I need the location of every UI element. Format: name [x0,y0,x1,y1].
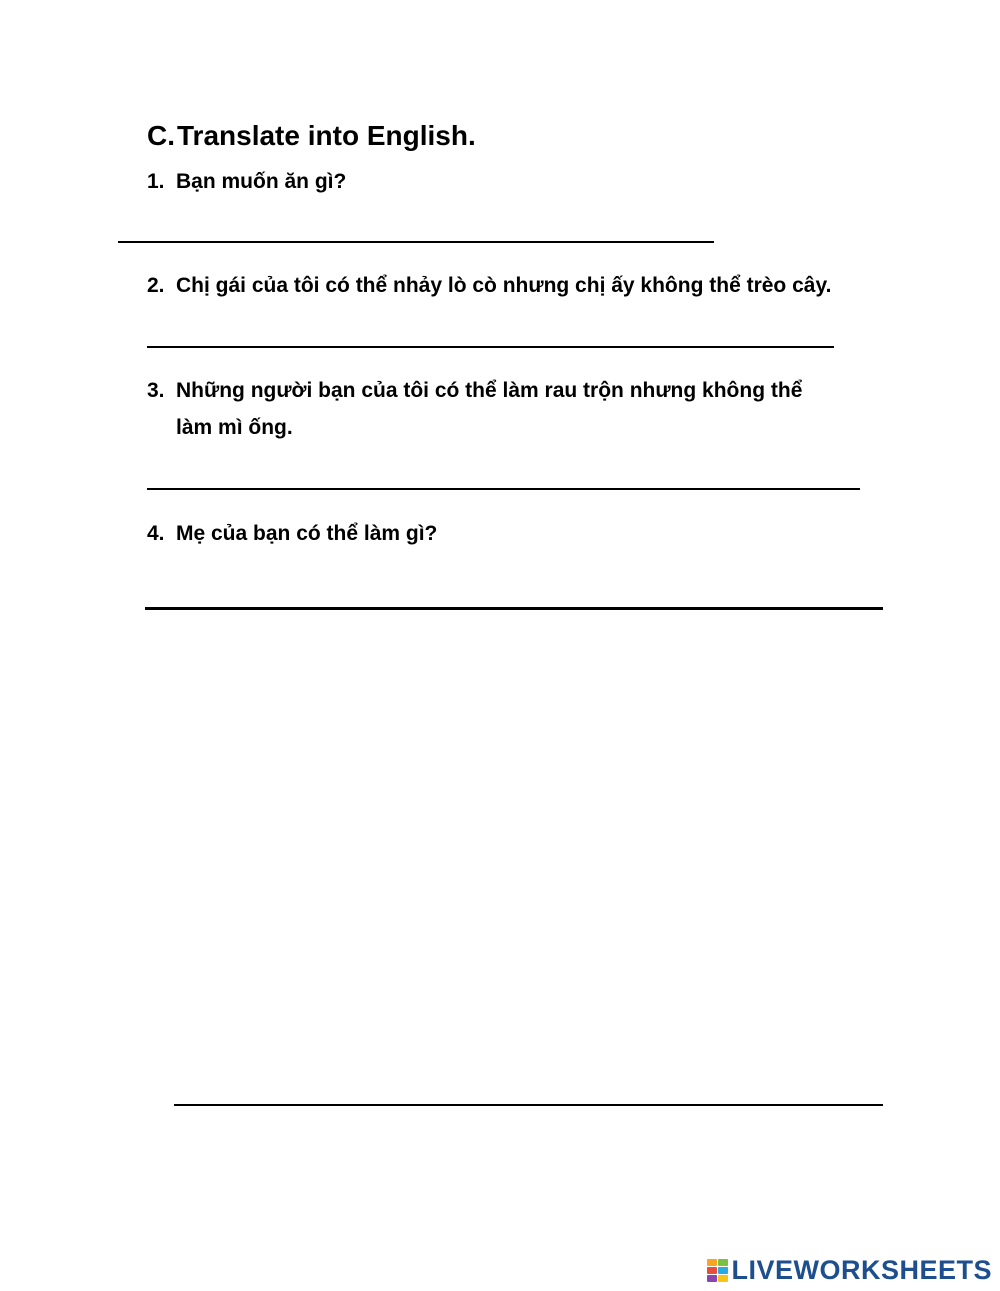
question-number: 1. [147,170,165,193]
section-marker: C. [147,120,175,151]
question-text-line-2: làm mì ống. [176,416,293,439]
logo-blocks-icon [707,1259,728,1282]
question-4 [147,515,437,552]
answer-line-2[interactable] [147,346,834,348]
question-3 [147,372,802,446]
question-1 [147,163,346,200]
question-text: Chị gái của tôi có thể nhảy lò cò nhưng chị ấy không thể trèo cây. [176,274,832,297]
answer-line-3[interactable] [147,488,860,490]
answer-line-4[interactable] [145,607,883,610]
answer-line-5[interactable] [174,1104,883,1106]
liveworksheets-logo [707,1257,992,1284]
question-text: Mẹ của bạn có thể làm gì? [176,522,438,545]
section-heading [147,120,476,152]
answer-line-1[interactable] [118,241,714,243]
question-text: Bạn muốn ăn gì? [176,170,347,193]
question-2 [147,267,831,304]
question-number: 2. [147,274,165,297]
question-number: 4. [147,522,165,545]
section-title: Translate into English. [177,120,476,151]
question-number: 3. [147,379,165,402]
logo-text: LIVEWORKSHEETS [731,1255,992,1285]
question-text-line-1: Những người bạn của tôi có thể làm rau trộn nhưng không thể [176,379,803,402]
